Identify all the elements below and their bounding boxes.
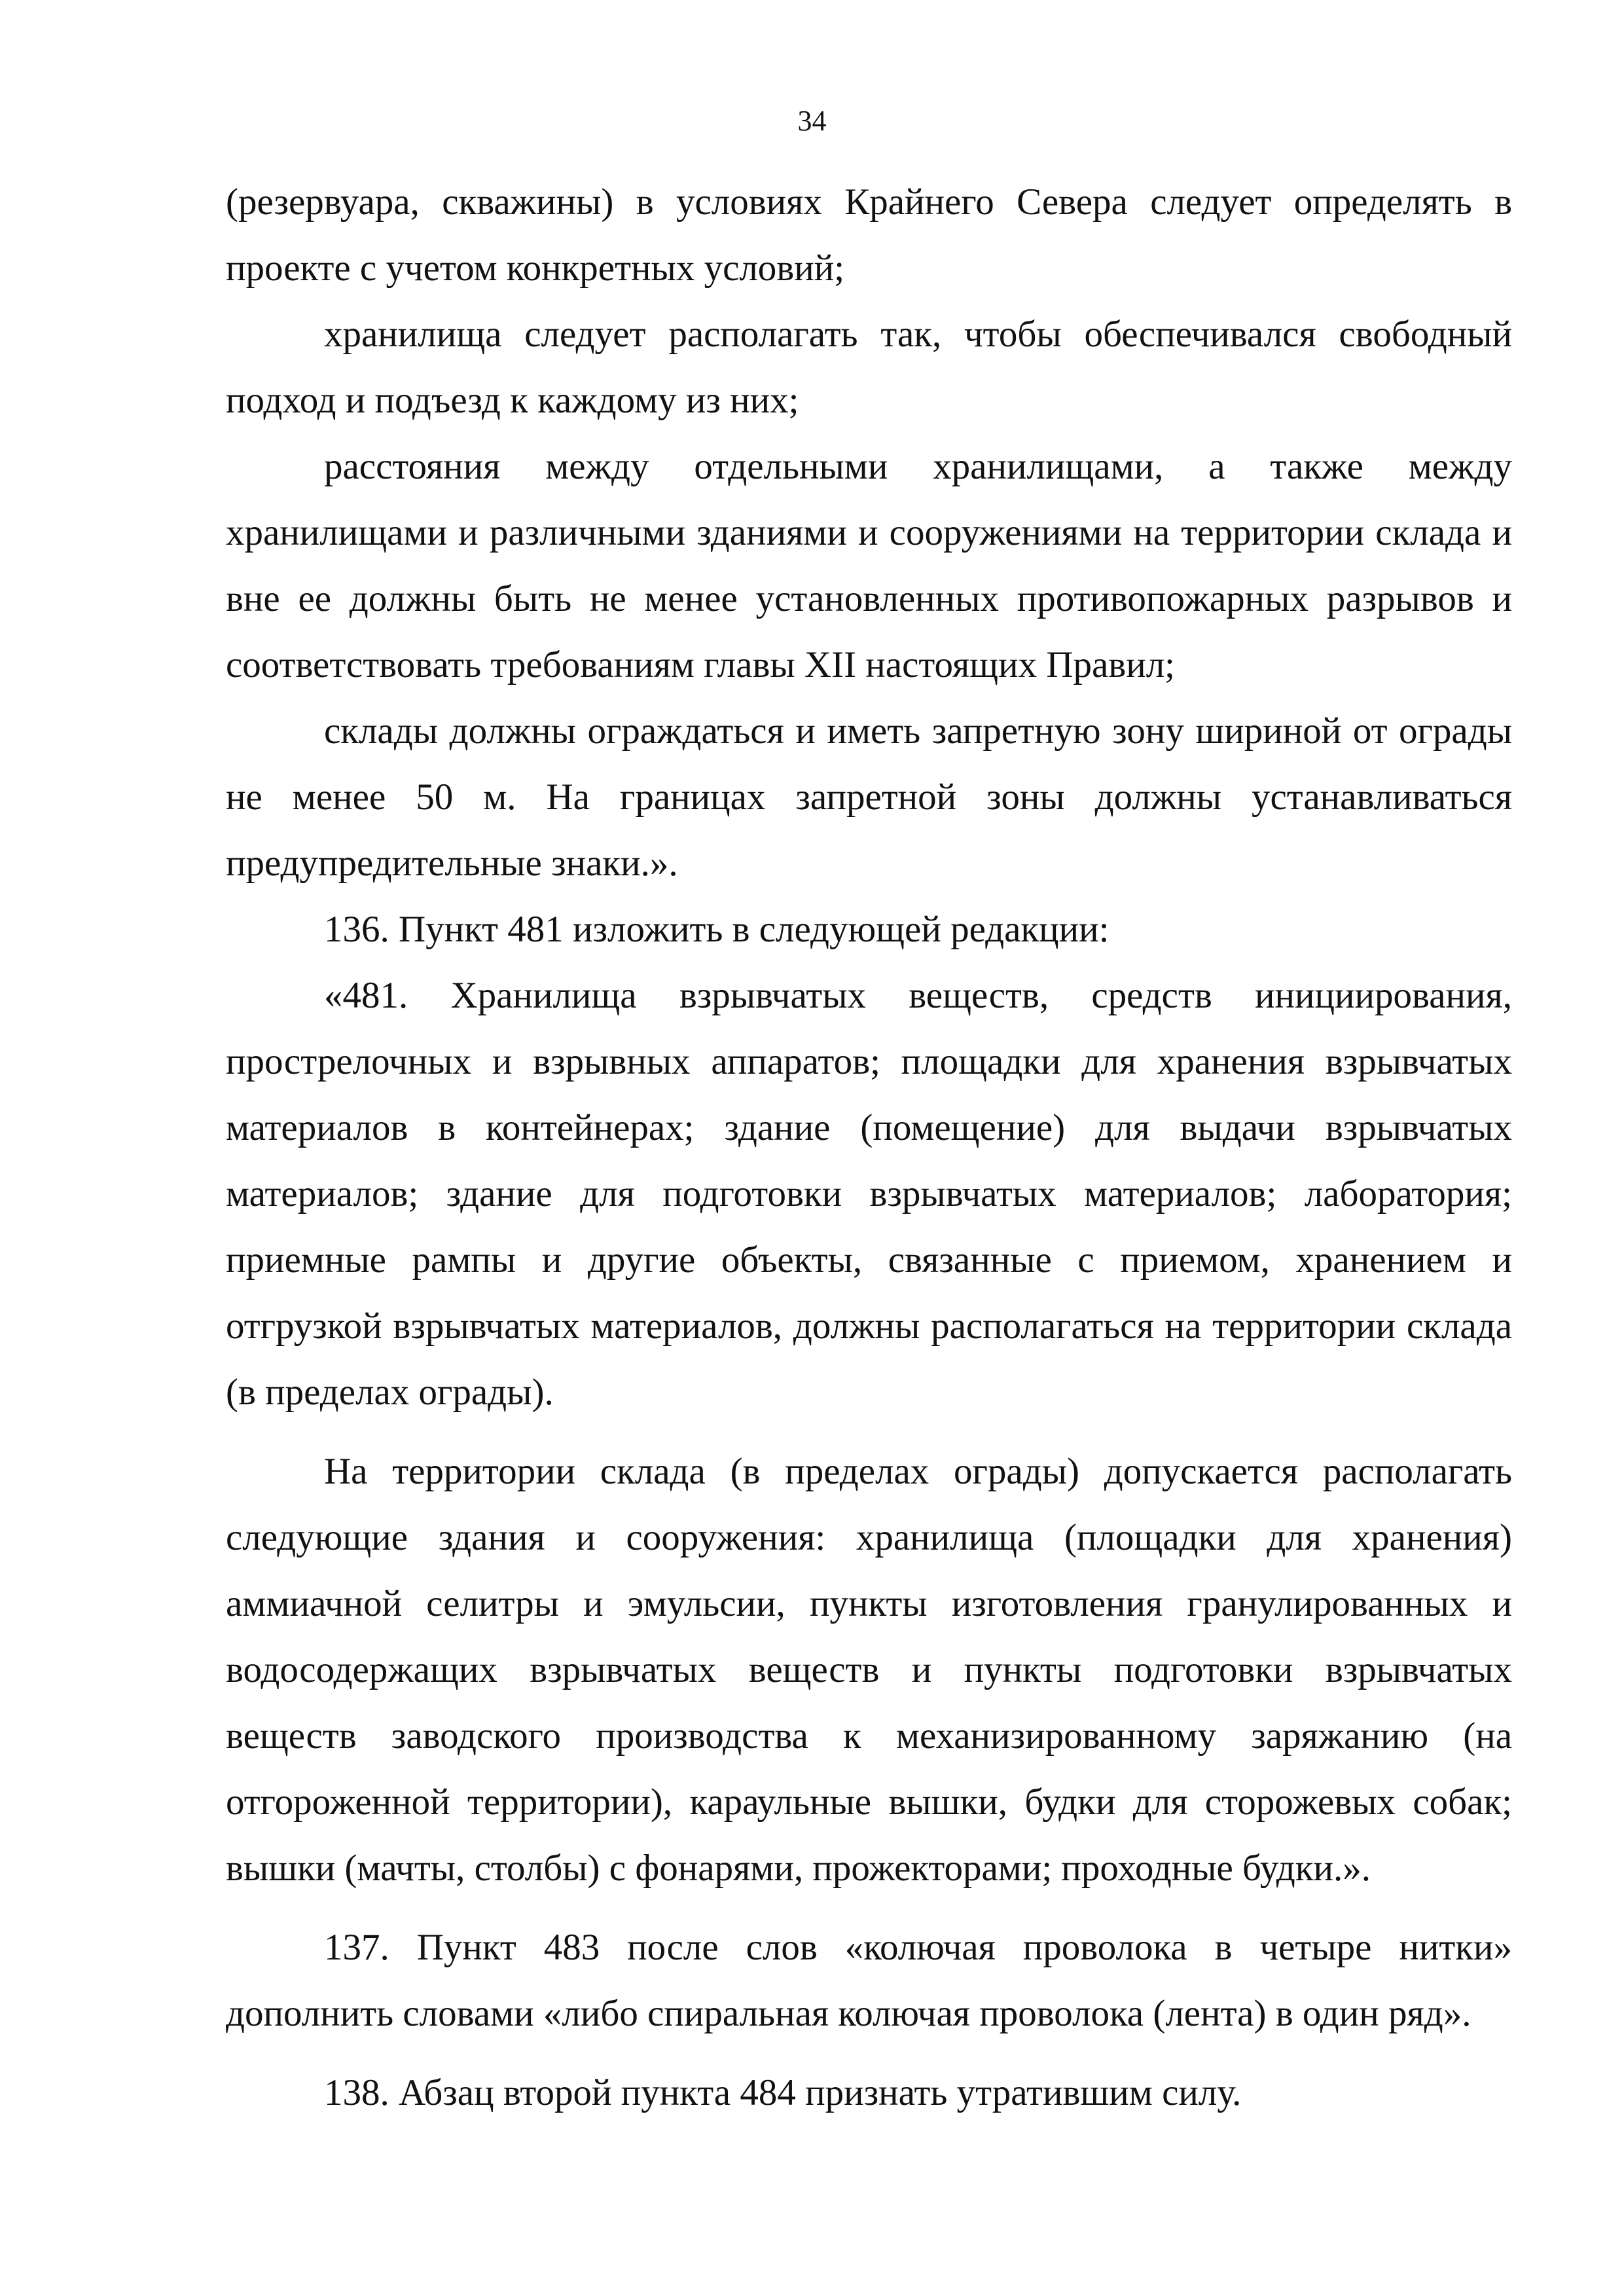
paragraph-item-138: 138. Абзац второй пункта 484 признать утратившим силу. — [324, 2072, 1242, 2113]
paragraph-continuation: (резервуара, скважины) в условиях Крайнего Севера следует определять в проекте с учетом конкретных условий; — [226, 181, 1512, 289]
paragraph-distances: расстояния между отдельными хранилищами, а также между хранилищами и различными зданиями и сооружениями на территории склада и вне ее должны быть не менее установленных противопожарных разрывов и соответствовать требованиям главы XII настоящих Правил; — [226, 446, 1512, 685]
document-body — [226, 169, 1512, 2126]
paragraph-storage-placement: хранилища следует располагать так, чтобы обеспечивался свободный подход и подъезд к каждому из них; — [226, 314, 1512, 421]
page-number: 34 — [797, 105, 827, 137]
paragraph-fencing: склады должны ограждаться и иметь запретную зону шириной от ограды не менее 50 м. На границах запретной зоны должны устанавливаться предупредительные знаки.». — [226, 710, 1512, 884]
paragraph-item-136: 136. Пункт 481 изложить в следующей редакции: — [324, 909, 1110, 950]
paragraph-item-137: 137. Пункт 483 после слов «колючая проволока в четыре нитки» дополнить словами «либо спиральная колючая проволока (лента) в один ряд». — [226, 1927, 1512, 2034]
paragraph-warehouse-territory: На территории склада (в пределах ограды) допускается располагать следующие здания и сооружения: хранилища (площадки для хранения) аммиачной селитры и эмульсии, пункты изготовления гранулированных и водосодержащих взрывчатых веществ и пункты подготовки взрывчатых веществ заводского производства к механизированному заряжанию (на отгороженной территории), караульные вышки, будки для сторожевых собак; вышки (мачты, столбы) с фонарями, прожекторами; проходные будки.». — [226, 1451, 1512, 1889]
paragraph-item-481: «481. Хранилища взрывчатых веществ, средств инициирования, прострелочных и взрывных аппаратов; площадки для хранения взрывчатых материалов в контейнерах; здание (помещение) для выдачи взрывчатых материалов; здание для подготовки взрывчатых материалов; лаборатория; приемные рампы и другие объекты, связанные с приемом, хранением и отгрузкой взрывчатых материалов, должны располагаться на территории склада (в пределах ограды). — [226, 975, 1512, 1413]
